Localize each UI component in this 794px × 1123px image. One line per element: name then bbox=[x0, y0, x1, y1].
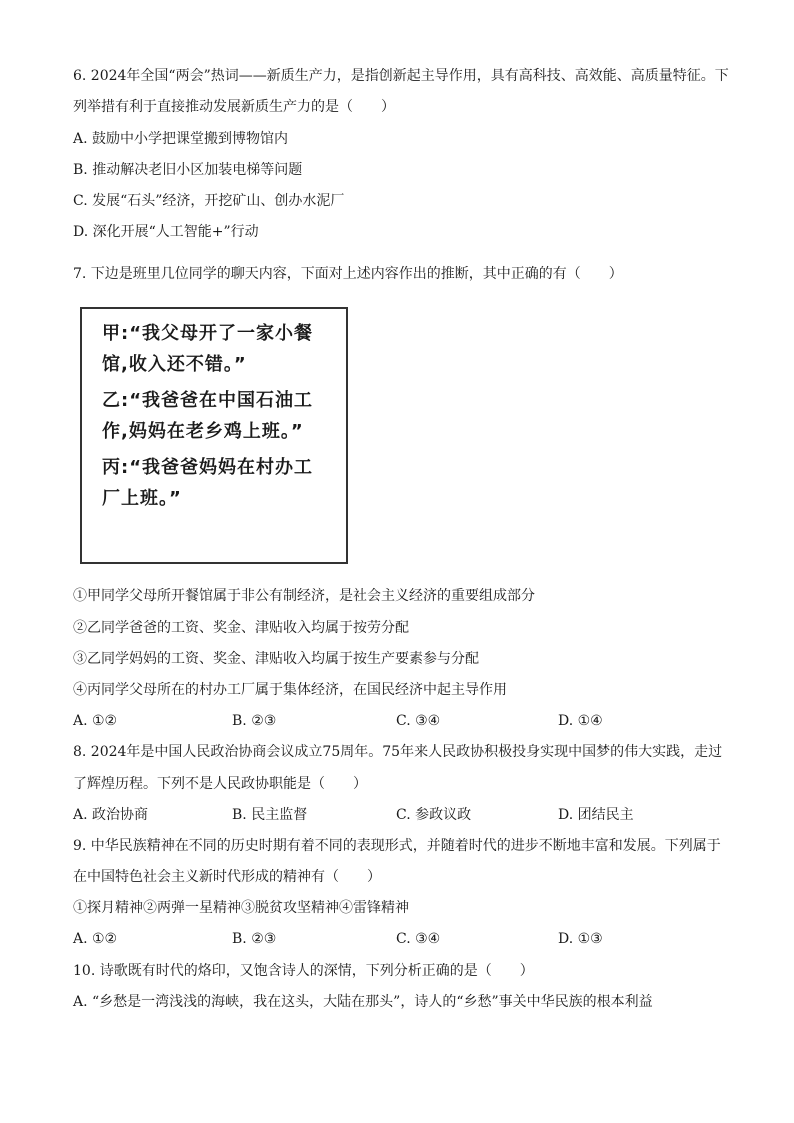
q7-choice-a: A. ①② bbox=[73, 713, 118, 729]
q7-statement-1: ①甲同学父母所开餐馆属于非公有制经济，是社会主义经济的重要组成部分 bbox=[73, 588, 535, 604]
chat-line-1: 甲:“我父母开了一家小餐 bbox=[102, 323, 314, 344]
q9-items: ①探月精神②两弹一星精神③脱贫攻坚精神④雷锋精神 bbox=[73, 900, 409, 916]
q9-choice-c: C. ③④ bbox=[396, 931, 441, 947]
q6-option-c: C. 发展“石头”经济，开挖矿山、创办水泥厂 bbox=[73, 193, 345, 209]
q7-stem: 7. 下边是班里几位同学的聊天内容，下面对上述内容作出的推断，其中正确的有（ ） bbox=[73, 266, 623, 282]
q7-statement-3: ③乙同学妈妈的工资、奖金、津贴收入均属于按生产要素参与分配 bbox=[73, 651, 479, 667]
q10-option-a: A. “乡愁是一湾浅浅的海峡，我在这头，大陆在那头”，诗人的“乡愁”事关中华民族的根本利益 bbox=[73, 994, 653, 1010]
q6-option-b: B. 推动解决老旧小区加装电梯等问题 bbox=[73, 162, 303, 178]
q6-stem-line2: 列举措有利于直接推动发展新质生产力的是（ ） bbox=[73, 99, 395, 115]
q8-stem-line1: 8. 2024年是中国人民政治协商会议成立75周年。75年来人民政协积极投身实现中国梦的伟大实践，走过 bbox=[73, 744, 723, 760]
q9-stem-line2: 在中国特色社会主义新时代形成的精神有（ ） bbox=[73, 869, 381, 885]
q7-statement-4: ④丙同学父母所在的村办工厂属于集体经济，在国民经济中起主导作用 bbox=[73, 682, 507, 698]
q7-choice-c: C. ③④ bbox=[396, 713, 441, 729]
q6-option-a: A. 鼓励中小学把课堂搬到博物馆内 bbox=[73, 131, 289, 147]
q9-choice-a: A. ①② bbox=[73, 931, 118, 947]
q6-stem-line1: 6. 2024年全国“两会”热词——新质生产力，是指创新起主导作用，具有高科技、高效能、高质量特征。下 bbox=[73, 68, 729, 84]
chat-content-box bbox=[80, 307, 348, 564]
chat-line-6: 厂上班。” bbox=[102, 488, 182, 509]
q10-stem: 10. 诗歌既有时代的烙印，又饱含诗人的深情，下列分析正确的是（ ） bbox=[73, 963, 534, 979]
q7-choice-d: D. ①④ bbox=[558, 713, 603, 729]
q8-choice-a: A. 政治协商 bbox=[73, 807, 149, 823]
q7-statement-2: ②乙同学爸爸的工资、奖金、津贴收入均属于按劳分配 bbox=[73, 620, 409, 636]
q7-choice-b: B. ②③ bbox=[232, 713, 277, 729]
chat-line-2: 馆,收入还不错。” bbox=[102, 354, 247, 375]
q9-choice-b: B. ②③ bbox=[232, 931, 277, 947]
chat-line-4: 作,妈妈在老乡鸡上班。” bbox=[102, 421, 304, 442]
chat-line-5: 丙:“我爸爸妈妈在村办工 bbox=[102, 457, 314, 478]
q8-choice-b: B. 民主监督 bbox=[232, 807, 308, 823]
q8-choice-c: C. 参政议政 bbox=[396, 807, 472, 823]
q8-choice-d: D. 团结民主 bbox=[558, 807, 634, 823]
q8-stem-line2: 了辉煌历程。下列不是人民政协职能是（ ） bbox=[73, 776, 367, 792]
q9-stem-line1: 9. 中华民族精神在不同的历史时期有着不同的表现形式，并随着时代的进步不断地丰富和发展。下列属于 bbox=[73, 838, 721, 854]
chat-line-3: 乙:“我爸爸在中国石油工 bbox=[102, 390, 314, 411]
q9-choice-d: D. ①③ bbox=[558, 931, 603, 947]
q6-option-d: D. 深化开展“人工智能+”行动 bbox=[73, 224, 259, 240]
